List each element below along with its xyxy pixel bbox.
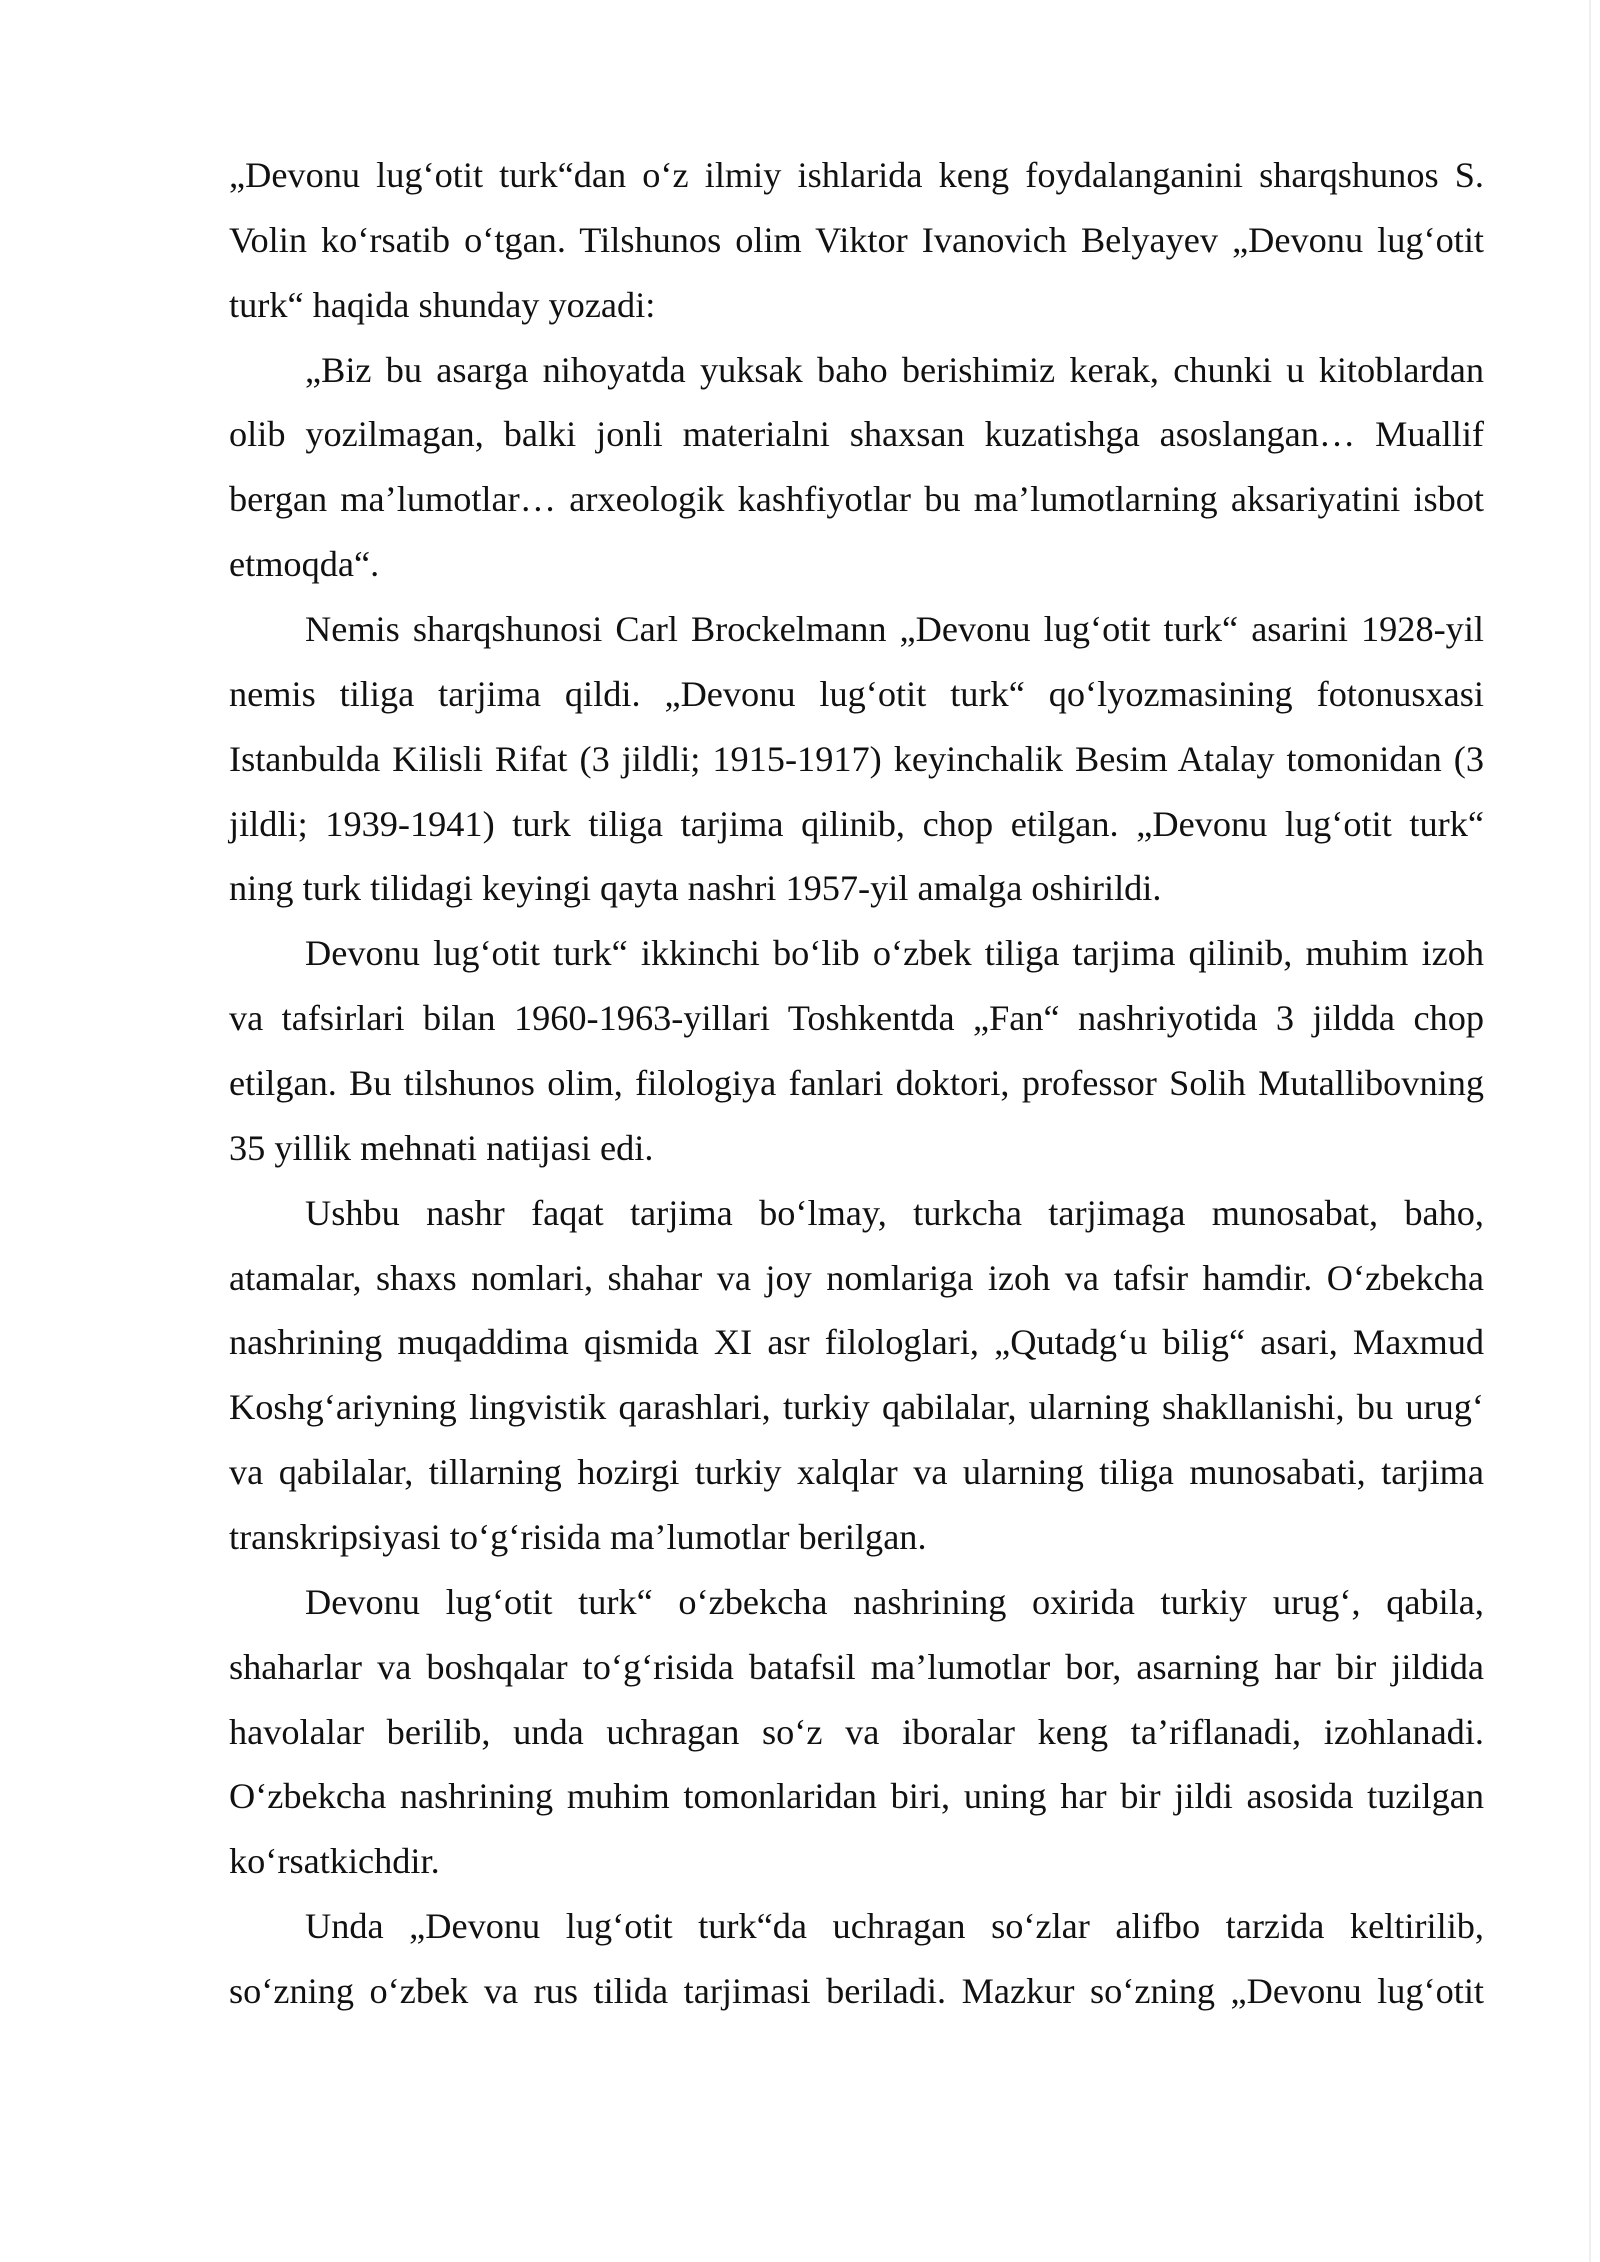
text-line: atamalar, shaxs nomlari, shahar va joy nomlariga izoh va tafsir hamdir. O‘zbekcha <box>229 1257 1484 1298</box>
text-line: Ushbu nashr faqat tarjima bo‘lmay, turkcha tarjimaga munosabat, baho, <box>305 1192 1484 1233</box>
paragraph <box>229 1894 1484 2024</box>
text-line: Istanbulda Kilisli Rifat (3 jildli; 1915-1917) keyinchalik Besim Atalay tomonidan (3 <box>229 738 1484 779</box>
text-line: Devonu lug‘otit turk“ ikkinchi bo‘lib o‘zbek tiliga tarjima qilinib, muhim izoh <box>305 933 1484 974</box>
text-line: Volin ko‘rsatib o‘tgan. Tilshunos olim Viktor Ivanovich Belyayev „Devonu lug‘otit <box>229 219 1484 260</box>
text-line: so‘zning o‘zbek va rus tilida tarjimasi beriladi. Mazkur so‘zning „Devonu lug‘otit <box>229 1971 1484 2012</box>
text-line: Koshg‘ariyning lingvistik qarashlari, turkiy qabilalar, ularning shakllanishi, bu urug‘ <box>229 1387 1484 1428</box>
text-line: va tafsirlari bilan 1960-1963-yillari Toshkentda „Fan“ nashriyotida 3 jildda chop <box>229 998 1484 1039</box>
text-line: Unda „Devonu lug‘otit turk“da uchragan so‘zlar alifbo tarzida keltirilib, <box>305 1906 1484 1947</box>
text-line: va qabilalar, tillarning hozirgi turkiy xalqlar va ularning tiliga munosabati, tarjima <box>229 1452 1484 1493</box>
body-text <box>229 143 1484 2024</box>
text-line: Nemis sharqshunosi Carl Brockelmann „Devonu lug‘otit turk“ asarini 1928-yil <box>305 609 1484 650</box>
text-line: jildli; 1939-1941) turk tiliga tarjima qilinib, chop etilgan. „Devonu lug‘otit turk“ <box>229 803 1484 844</box>
text-line: ning turk tilidagi keyingi qayta nashri 1957-yil amalga oshirildi. <box>229 868 1162 909</box>
text-line: bergan ma’lumotlar… arxeologik kashfiyotlar bu ma’lumotlarning aksariyatini isbot <box>229 479 1484 520</box>
text-line: ko‘rsatkichdir. <box>229 1841 440 1882</box>
text-line: havolalar berilib, unda uchragan so‘z va iboralar keng ta’riflanadi, izohlanadi. <box>229 1711 1484 1752</box>
text-line: etmoqda“. <box>229 544 380 585</box>
text-line: etilgan. Bu tilshunos olim, filologiya fanlari doktori, professor Solih Mutallibovning <box>229 1063 1484 1104</box>
paragraph <box>229 338 1484 597</box>
paragraph <box>229 1181 1484 1570</box>
text-line: Devonu lug‘otit turk“ o‘zbekcha nashrining oxirida turkiy urug‘, qabila, <box>305 1581 1484 1622</box>
paragraph <box>229 143 1484 338</box>
text-line: „Biz bu asarga nihoyatda yuksak baho berishimiz kerak, chunki u kitoblardan <box>305 349 1484 390</box>
paragraph <box>229 921 1484 1180</box>
paragraph <box>229 597 1484 921</box>
text-line: nashrining muqaddima qismida XI asr filologlari, „Qutadg‘u bilig“ asari, Maxmud <box>229 1322 1484 1363</box>
text-line: transkripsiyasi to‘g‘risida ma’lumotlar berilgan. <box>229 1517 927 1558</box>
text-line: „Devonu lug‘otit turk“dan o‘z ilmiy ishlarida keng foydalanganini sharqshunos S. <box>229 155 1484 195</box>
text-line: shaharlar va boshqalar to‘g‘risida batafsil ma’lumotlar bor, asarning har bir jildida <box>229 1646 1484 1687</box>
text-line: O‘zbekcha nashrining muhim tomonlaridan biri, uning har bir jildi asosida tuzilgan <box>229 1776 1484 1817</box>
page-edge-shadow <box>1589 0 1591 2262</box>
paragraph <box>229 1570 1484 1894</box>
text-line: turk“ haqida shunday yozadi: <box>229 284 656 325</box>
text-line: 35 yillik mehnati natijasi edi. <box>229 1127 654 1168</box>
text-line: nemis tiliga tarjima qildi. „Devonu lug‘otit turk“ qo‘lyozmasining fotonusxasi <box>229 673 1484 714</box>
text-line: olib yozilmagan, balki jonli materialni shaxsan kuzatishga asoslangan… Muallif <box>229 414 1484 455</box>
